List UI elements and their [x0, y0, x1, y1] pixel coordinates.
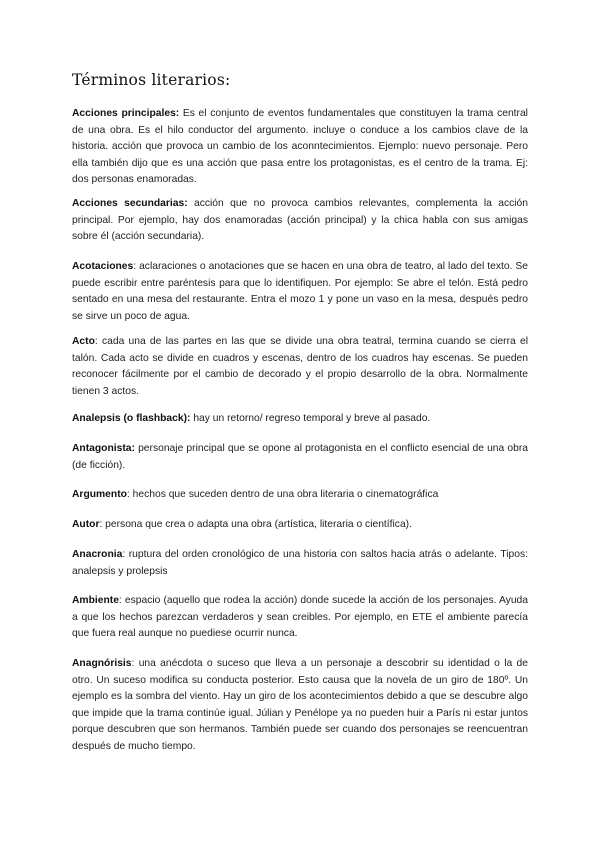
- entry-acciones-principales: [72, 106, 528, 189]
- entry-definition: : ruptura del orden cronológico de una historia con saltos hacia atrás o adelante. Tipos: analepsis y prolepsis: [72, 549, 528, 577]
- entry-term: Autor: [72, 519, 100, 530]
- entry-term: Anacronia: [72, 549, 123, 560]
- entry-anacronia: [72, 547, 528, 580]
- entry-definition: acción que no provoca cambios relevantes, complementa la acción principal. Por ejemplo, hay dos enamoradas (acción principal) y la chica habla con sus amigas sobre él (acción secundaria).: [72, 198, 529, 242]
- entry-term: Argumento: [72, 489, 127, 500]
- entry-definition: : cada una de las partes en las que se divide una obra teatral, termina cuando se cierra el talón. Cada acto se divide en cuadros y escenas, dentro de los cuadros hay escenas. Se pueden reconocer fácilmente por el cambio de decorado y el propio desarrollo de la obra. Normalmente tienen 3 actos.: [72, 336, 528, 397]
- entry-definition: : persona que crea o adapta una obra (artística, literaria o científica).: [99, 519, 412, 530]
- entry-autor: [72, 517, 528, 534]
- entry-anagnorisis: [72, 656, 528, 755]
- entry-term: Antagonista:: [72, 443, 135, 454]
- entry-definition: : espacio (aquello que rodea la acción) donde sucede la acción de los personajes. Ayuda a que los hechos parezcan verdaderos y sean creibles. Por ejemplo, en ETE el ambiente parecía que fuera real aunque no puediese ocurrir nunca.: [72, 595, 528, 639]
- entry-definition: Es el conjunto de eventos fundamentales que constituyen la trama central de una obra. Es el hilo conductor del argumento. incluye o conduce a los cambios clave de la historia. acción que provoca un cambio de los aconntecimientos. Ejemplo: nuevo personaje. Pero ella también dijo que es una acción que pasa entre los protagonistas, es el centro de la trama. Ej: dos personas enamoradas.: [72, 108, 528, 185]
- entry-analepsis: [72, 411, 528, 428]
- entry-term: Acotaciones: [72, 261, 134, 272]
- entry-definition: hay un retorno/ regreso temporal y breve al pasado.: [190, 413, 431, 424]
- entry-argumento: [72, 487, 528, 504]
- entry-antagonista: [72, 441, 528, 474]
- entry-term: Acciones secundarias:: [72, 198, 188, 209]
- page-title: Términos literarios:: [72, 71, 231, 89]
- entry-term: Ambiente: [72, 595, 119, 606]
- entry-acotaciones: [72, 259, 528, 325]
- entry-definition: personaje principal que se opone al protagonista en el conflicto esencial de una obra (de ficción).: [72, 443, 528, 471]
- entry-term: Analepsis (o flashback):: [72, 413, 191, 424]
- entry-term: Acciones principales:: [72, 108, 180, 119]
- entry-term: Acto: [72, 336, 95, 347]
- entry-ambiente: [72, 593, 528, 643]
- entry-definition: : una anécdota o suceso que lleva a un personaje a descobrir su identidad o la de otro. Un suceso modifica su conducta posterior. Esto causa que la novela de un giro de 180º. Un ejemplo es la sombra del viento. Hay un giro de los acontecimientos debido a que se descubre algo que impide que la trama continúe igual. Júlian y Penélope ya no pueden huir a París ni estar juntos porque descubren que son hermanos. También puede ser cuando dos personajes se reencuentran después de mucho tiempo.: [72, 658, 528, 752]
- entry-acciones-secundarias: [72, 196, 528, 246]
- entry-term: Anagnórisis: [72, 658, 132, 669]
- entry-definition: : hechos que suceden dentro de una obra literaria o cinematográfica: [126, 489, 439, 500]
- entry-acto: [72, 334, 528, 400]
- entry-definition: : aclaraciones o anotaciones que se hacen en una obra de teatro, al lado del texto. Se puede escribir entre paréntesis para que lo identifiquen. Por ejemplo: Se abre el telón. Está pedro sentado en una mesa del restaurante. Entra el mozo 1 y pone un vaso en la mesa, después pedro se sirve un poco de agua.: [72, 261, 528, 322]
